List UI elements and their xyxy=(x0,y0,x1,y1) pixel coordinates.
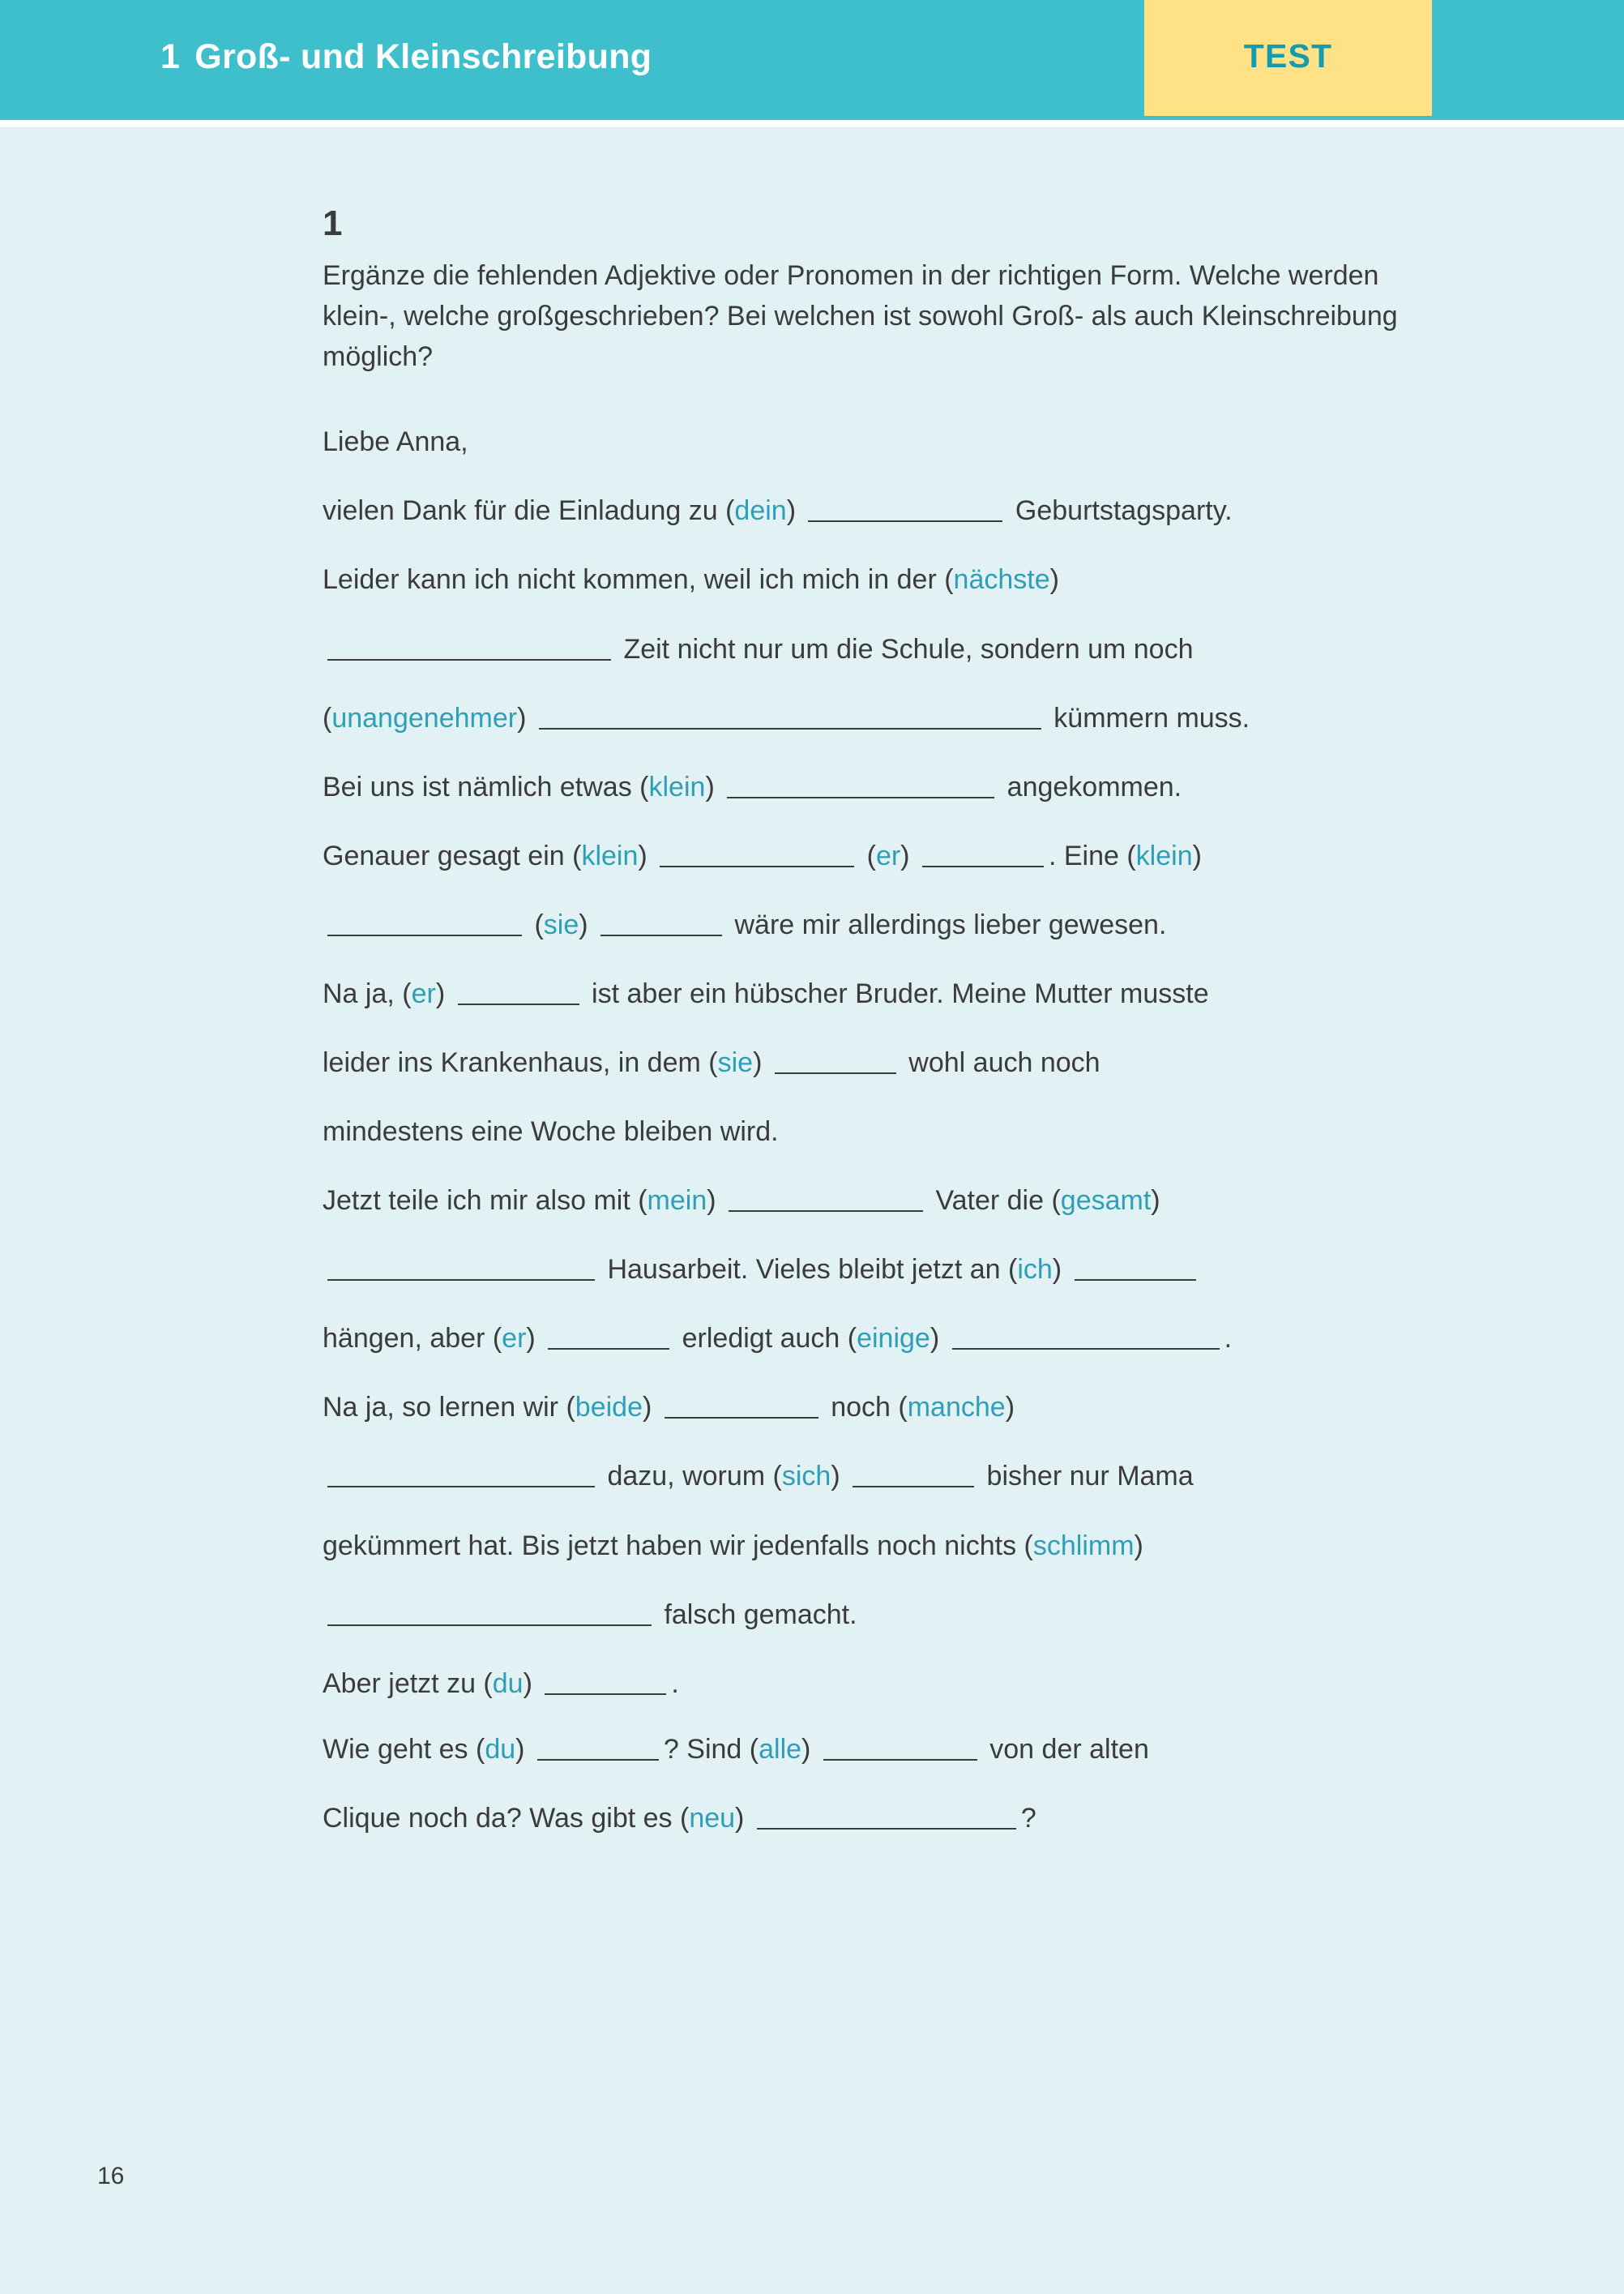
text-fragment: Wie geht es ( xyxy=(323,1733,485,1765)
text-fragment: Clique noch da? Was gibt es ( xyxy=(323,1802,690,1834)
text-fragment: ist aber ein hübscher Bruder. Meine Mutter musste xyxy=(583,978,1209,1009)
letter-line-11 xyxy=(323,1179,1473,1223)
letter-line-4 xyxy=(323,696,1473,741)
answer-blank[interactable] xyxy=(327,1465,595,1487)
text-fragment: ) xyxy=(735,1802,752,1834)
answer-blank[interactable] xyxy=(537,1738,659,1761)
text-fragment: ) xyxy=(705,771,723,802)
cue-word: sie xyxy=(543,909,579,940)
text-fragment: falsch gemacht. xyxy=(656,1599,857,1630)
page-number: 16 xyxy=(97,2163,125,2189)
cue-word: unangenehmer xyxy=(331,702,518,734)
chapter-number: 1 xyxy=(160,37,181,76)
text-fragment: ) xyxy=(435,978,453,1009)
text-fragment: ) xyxy=(786,495,804,527)
text-fragment: mindestens eine Woche bleiben wird. xyxy=(323,1116,779,1148)
text-fragment: ) xyxy=(831,1461,848,1492)
text-fragment: ) xyxy=(517,702,534,734)
cue-word: du xyxy=(492,1667,524,1699)
letter-line-14 xyxy=(323,1385,1473,1430)
answer-blank[interactable] xyxy=(729,1189,923,1212)
letter-body xyxy=(323,420,1473,1841)
answer-blank[interactable] xyxy=(1075,1258,1196,1281)
answer-blank[interactable] xyxy=(660,845,854,867)
exercise-number: 1 xyxy=(323,203,343,243)
letter-line-13 xyxy=(323,1316,1473,1361)
letter-line-17 xyxy=(323,1593,1473,1637)
cue-word: schlimm xyxy=(1032,1530,1135,1561)
text-fragment: ( xyxy=(527,909,544,940)
text-fragment: ) xyxy=(930,1323,947,1355)
answer-blank[interactable] xyxy=(539,707,1041,730)
cue-word: du xyxy=(485,1733,516,1765)
letter-line-20 xyxy=(323,1796,1473,1841)
text-fragment: ) xyxy=(1052,1254,1070,1286)
cue-word: alle xyxy=(759,1733,802,1765)
cue-word: sich xyxy=(781,1461,831,1492)
answer-blank[interactable] xyxy=(327,1603,652,1626)
text-fragment: vielen Dank für die Einladung zu ( xyxy=(323,495,735,527)
answer-blank[interactable] xyxy=(600,914,722,936)
letter-line-16 xyxy=(323,1524,1473,1569)
text-fragment: angekommen. xyxy=(999,771,1182,802)
cue-word: neu xyxy=(689,1802,736,1834)
text-fragment: Na ja, ( xyxy=(323,978,412,1009)
text-fragment: dazu, worum ( xyxy=(600,1461,782,1492)
answer-blank[interactable] xyxy=(757,1807,1016,1830)
text-fragment: wäre mir allerdings lieber gewesen. xyxy=(727,909,1167,940)
cue-word: gesamt xyxy=(1060,1185,1152,1217)
text-fragment: bisher nur Mama xyxy=(979,1461,1194,1492)
cue-word: klein xyxy=(1135,840,1193,871)
letter-line-10 xyxy=(323,1110,1473,1154)
text-fragment: ) xyxy=(1192,840,1202,871)
salutation-text: Liebe Anna, xyxy=(323,426,468,458)
test-badge-label: TEST xyxy=(1243,37,1333,75)
cue-word: er xyxy=(875,840,901,871)
cue-word: beide xyxy=(575,1392,643,1423)
text-fragment: ) xyxy=(638,840,656,871)
answer-blank[interactable] xyxy=(775,1051,896,1074)
text-fragment: kümmern muss. xyxy=(1045,702,1250,734)
letter-line-7 xyxy=(323,903,1473,948)
answer-blank[interactable] xyxy=(665,1396,818,1419)
answer-blank[interactable] xyxy=(952,1327,1220,1350)
text-fragment: Genauer gesagt ein ( xyxy=(323,840,582,871)
answer-blank[interactable] xyxy=(327,914,522,936)
text-fragment: . xyxy=(1224,1323,1233,1355)
text-fragment: Hausarbeit. Vieles bleibt jetzt an ( xyxy=(600,1254,1018,1286)
text-fragment: ) xyxy=(526,1323,544,1355)
test-badge xyxy=(1144,0,1432,116)
text-fragment: erledigt auch ( xyxy=(674,1323,857,1355)
text-fragment: ) xyxy=(1134,1530,1143,1561)
cue-word: er xyxy=(502,1323,527,1355)
text-fragment: hängen, aber ( xyxy=(323,1323,502,1355)
text-fragment: gekümmert hat. Bis jetzt haben wir jedenfalls noch nichts ( xyxy=(323,1530,1033,1561)
exercise-container xyxy=(323,204,1473,1865)
text-fragment: . xyxy=(671,1667,679,1699)
answer-blank[interactable] xyxy=(853,1465,974,1487)
letter-line-6 xyxy=(323,834,1473,879)
text-fragment: leider ins Krankenhaus, in dem ( xyxy=(323,1047,718,1078)
letter-line-1 xyxy=(323,489,1473,533)
text-fragment: von der alten xyxy=(981,1733,1149,1765)
text-fragment: ) xyxy=(642,1392,660,1423)
text-fragment: Zeit nicht nur um die Schule, sondern um noch xyxy=(616,633,1194,665)
letter-line-12 xyxy=(323,1248,1473,1292)
cue-word: nächste xyxy=(953,564,1050,596)
text-fragment: Geburtstagsparty. xyxy=(1007,495,1233,527)
cue-word: manche xyxy=(907,1392,1006,1423)
answer-blank[interactable] xyxy=(922,845,1044,867)
answer-blank[interactable] xyxy=(327,1258,595,1281)
chapter-heading xyxy=(160,37,652,77)
text-fragment: ) xyxy=(515,1733,532,1765)
text-fragment: Na ja, so lernen wir ( xyxy=(323,1392,575,1423)
text-fragment: Leider kann ich nicht kommen, weil ich mich in der ( xyxy=(323,564,954,596)
cue-word: dein xyxy=(734,495,787,527)
cue-word: einige xyxy=(857,1323,930,1355)
text-fragment: Vater die ( xyxy=(928,1185,1061,1217)
letter-line-18 xyxy=(323,1662,1473,1706)
text-fragment: Bei uns ist nämlich etwas ( xyxy=(323,771,649,802)
letter-line-8 xyxy=(323,972,1473,1016)
text-fragment: wohl auch noch xyxy=(900,1047,1100,1078)
text-fragment: ) xyxy=(707,1185,724,1217)
answer-blank[interactable] xyxy=(808,499,1002,522)
letter-line-19 xyxy=(323,1727,1473,1772)
letter-line-3 xyxy=(323,627,1473,672)
header-divider xyxy=(0,120,1624,127)
letter-line-9 xyxy=(323,1041,1473,1085)
cue-word: er xyxy=(411,978,436,1009)
text-fragment: ) xyxy=(900,840,917,871)
cue-word: klein xyxy=(581,840,639,871)
text-fragment: ( xyxy=(323,702,332,734)
answer-blank[interactable] xyxy=(823,1738,977,1761)
letter-line-15 xyxy=(323,1454,1473,1499)
letter-salutation xyxy=(323,420,1473,464)
answer-blank[interactable] xyxy=(458,982,579,1005)
cue-word: ich xyxy=(1017,1254,1053,1286)
text-fragment: ) xyxy=(523,1667,541,1699)
text-fragment: ( xyxy=(859,840,876,871)
page-header xyxy=(0,0,1624,120)
letter-line-5 xyxy=(323,765,1473,810)
text-fragment: . Eine ( xyxy=(1048,840,1136,871)
cue-word: sie xyxy=(717,1047,754,1078)
text-fragment: ) xyxy=(1005,1392,1015,1423)
text-fragment: ) xyxy=(801,1733,818,1765)
text-fragment: ? xyxy=(1020,1802,1036,1834)
text-fragment: ) xyxy=(1151,1185,1160,1217)
chapter-title: Groß- und Kleinschreibung xyxy=(194,37,652,76)
exercise-instructions: Ergänze die fehlenden Adjektive oder Pronomen in der richtigen Form. Welche werden klein-, welche großgeschrieben? Bei welchen ist sowohl Groß- als auch Kleinschreibung möglich? xyxy=(323,260,1398,373)
text-fragment: Aber jetzt zu ( xyxy=(323,1667,493,1699)
text-fragment: Jetzt teile ich mir also mit ( xyxy=(323,1185,647,1217)
letter-line-2 xyxy=(323,558,1473,602)
text-fragment: ) xyxy=(753,1047,770,1078)
answer-blank[interactable] xyxy=(727,776,994,798)
cue-word: klein xyxy=(648,771,706,802)
answer-blank[interactable] xyxy=(548,1327,669,1350)
answer-blank[interactable] xyxy=(327,638,611,661)
answer-blank[interactable] xyxy=(545,1672,666,1695)
text-fragment: noch ( xyxy=(823,1392,908,1423)
text-fragment: ) xyxy=(579,909,596,940)
cue-word: mein xyxy=(647,1185,707,1217)
text-fragment: ) xyxy=(1049,564,1059,596)
text-fragment: ? Sind ( xyxy=(663,1733,759,1765)
